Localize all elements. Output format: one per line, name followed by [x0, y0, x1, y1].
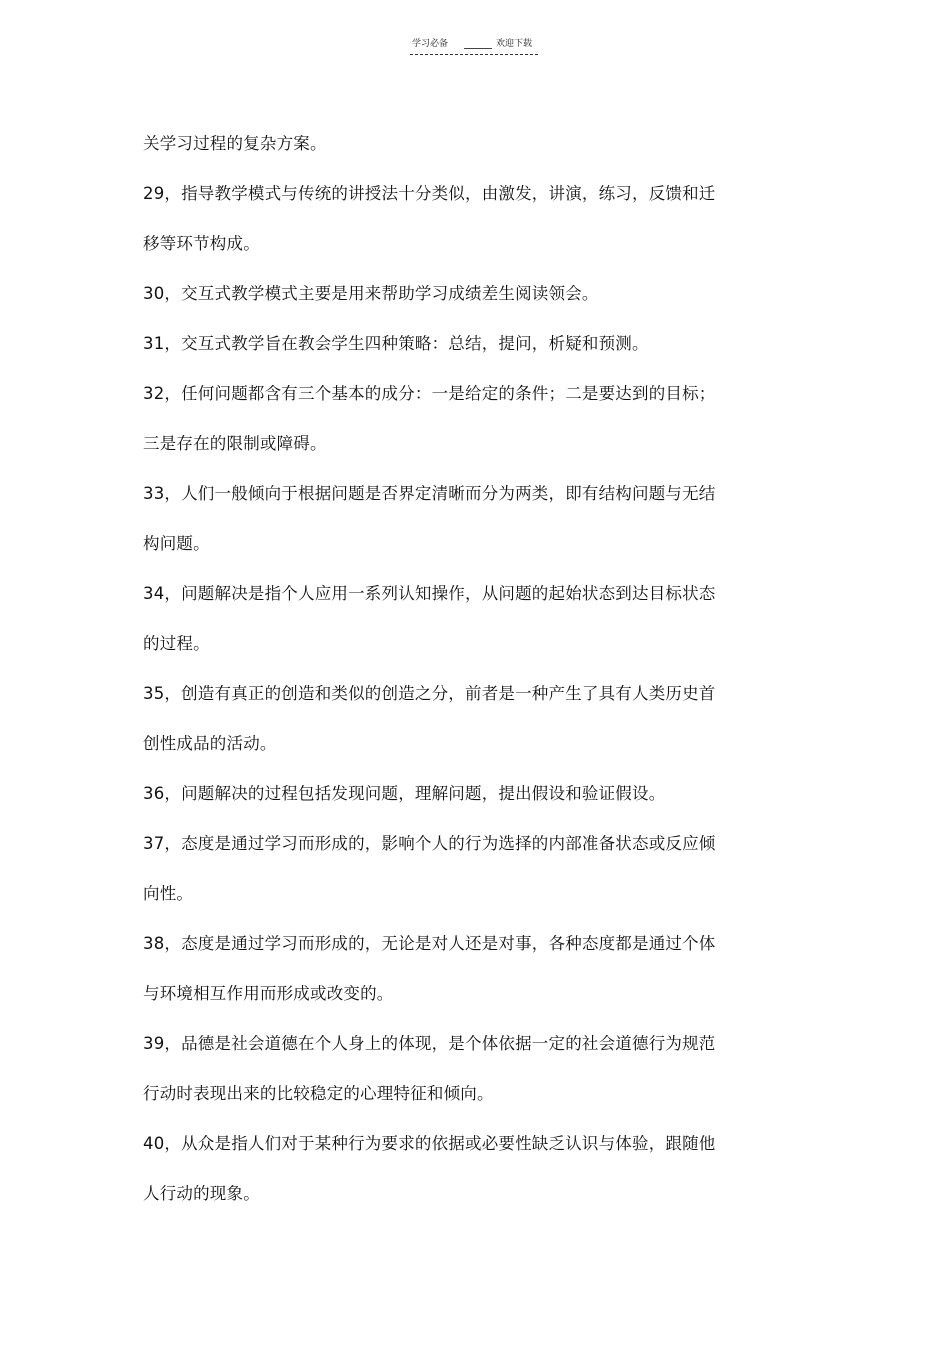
text-line: 三是存在的限制或障碍。	[143, 434, 327, 453]
text-line: 29，指导教学模式与传统的讲授法十分类似，由激发，讲演，练习，反馈和迁	[143, 184, 716, 203]
text-line: 31，交互式教学旨在教会学生四种策略：总结，提问，析疑和预测。	[143, 334, 649, 353]
header-dashed-rule	[410, 54, 538, 55]
text-line: 34，问题解决是指个人应用一系列认知操作，从问题的起始状态到达目标状态	[143, 584, 716, 603]
text-line: 行动时表现出来的比较稳定的心理特征和倾向。	[143, 1084, 494, 1103]
text-line: 构问题。	[143, 534, 210, 553]
text-line: 35，创造有真正的创造和类似的创造之分，前者是一种产生了具有人类历史首	[143, 684, 716, 703]
text-line: 人行动的现象。	[143, 1184, 260, 1203]
document-body	[143, 128, 763, 1228]
text-line: 32，任何问题都含有三个基本的成分：一是给定的条件；二是要达到的目标；	[143, 384, 716, 403]
header-right-text: 欢迎下载	[496, 39, 533, 49]
text-line: 37，态度是通过学习而形成的，影响个人的行为选择的内部准备状态或反应倾	[143, 834, 716, 853]
text-line: 移等环节构成。	[143, 234, 260, 253]
page-header	[410, 38, 538, 58]
text-line: 40，从众是指人们对于某种行为要求的依据或必要性缺乏认识与体验，跟随他	[143, 1134, 716, 1153]
text-line: 向性。	[143, 884, 194, 903]
text-line: 36，问题解决的过程包括发现问题，理解问题，提出假设和验证假设。	[143, 784, 666, 803]
header-left-text: 学习必备	[412, 39, 449, 49]
text-line: 的过程。	[143, 634, 210, 653]
text-line: 30，交互式教学模式主要是用来帮助学习成绩差生阅读领会。	[143, 284, 599, 303]
text-line: 关学习过程的复杂方案。	[143, 134, 327, 153]
text-line: 38，态度是通过学习而形成的，无论是对人还是对事，各种态度都是通过个体	[143, 934, 716, 953]
text-line: 与环境相互作用而形成或改变的。	[143, 984, 394, 1003]
text-line: 39，品德是社会道德在个人身上的体现，是个体依据一定的社会道德行为规范	[143, 1034, 716, 1053]
header-underline	[464, 48, 492, 49]
text-line: 创性成品的活动。	[143, 734, 277, 753]
text-line: 33，人们一般倾向于根据问题是否界定清晰而分为两类，即有结构问题与无结	[143, 484, 716, 503]
